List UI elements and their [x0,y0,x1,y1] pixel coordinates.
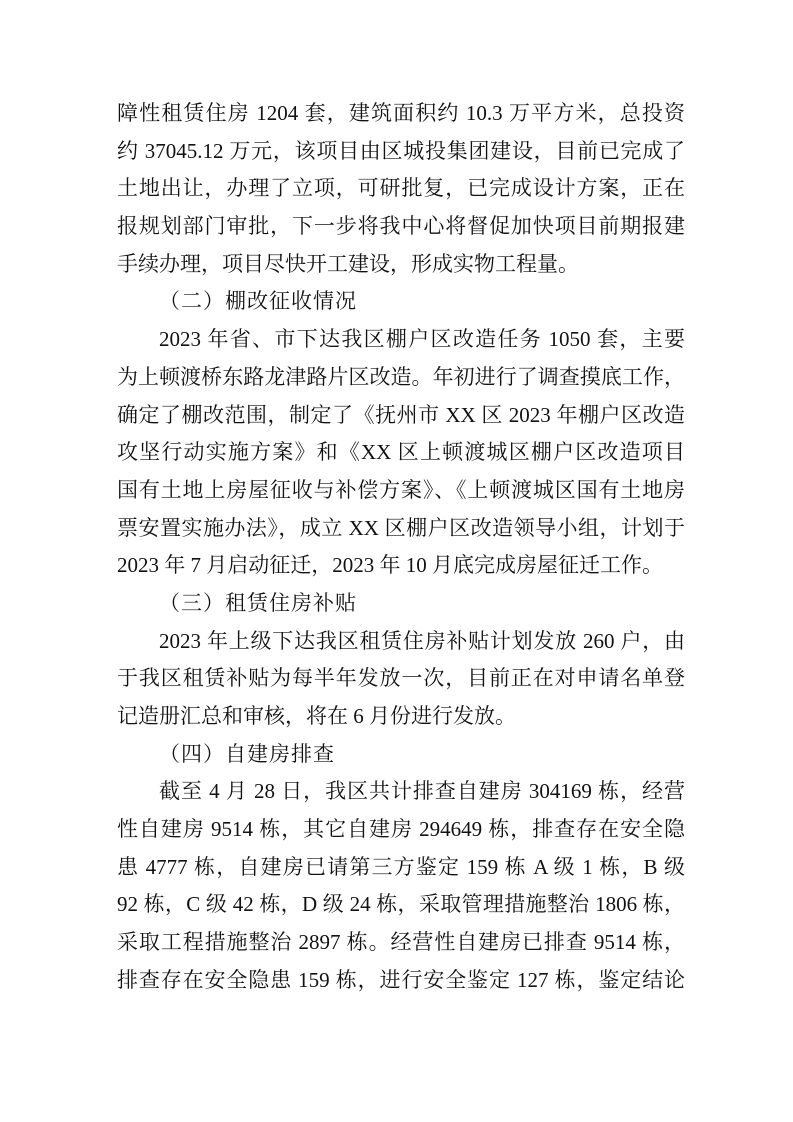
text-line: 障性租赁住房 1204 套，建筑面积约 10.3 万平方米，总投资 [117,101,685,125]
text-line: 报规划部门审批，下一步将我中心将督促加快项目前期报建 [117,214,685,239]
text-line: 土地出让，办理了立项，可研批复，已完成设计方案，正在 [117,176,685,201]
text-line: 于我区租赁补贴为每半年发放一次，目前正在对申请名单登 [117,666,685,691]
text-line: 2023 年省、市下达我区棚户区改造任务 1050 套，主要 [159,327,685,352]
text-line: 采取工程措施整治 2897 栋。经营性自建房已排查 9514 栋， [117,930,685,955]
document-text [117,95,685,1000]
text-line: 记造册汇总和审核，将在 6 月份进行发放。 [117,704,516,728]
text-line: 排查存在安全隐患 159 栋，进行安全鉴定 127 栋，鉴定结论 [117,967,685,992]
text-line: 手续办理，项目尽快开工建设，形成实物工程量。 [117,251,579,276]
text-line: 确定了棚改范围，制定了《抚州市 XX 区 2023 年棚户区改造 [117,402,685,427]
text-line: 约 37045.12 万元，该项目由区城投集团建设，目前已完成了 [117,138,685,163]
text-line: 攻坚行动实施方案》和《XX 区上顿渡城区棚户区改造项目 [117,440,685,465]
text-line: 92 栋，C 级 42 栋，D 级 24 栋，采取管理措施整治 1806 栋， [117,892,685,917]
text-line: 2023 年 7 月启动征迁，2023 年 10 月底完成房屋征迁工作。 [117,553,663,578]
text-line: 为上顿渡桥东路龙津路片区改造。年初进行了调查摸底工作， [117,364,685,389]
text-line: 国有土地上房屋征收与补偿方案》、《上顿渡城区国有土地房 [117,477,685,502]
text-line: 票安置实施办法》，成立 XX 区棚户区改造领导小组，计划于 [117,515,685,540]
section-heading: （四）自建房排查 [159,741,335,766]
section-heading: （三）租赁住房补贴 [159,590,357,615]
text-line: 截至 4 月 28 日，我区共计排查自建房 304169 栋，经营 [159,779,685,804]
text-line: 2023 年上级下达我区租赁住房补贴计划发放 260 户，由 [159,628,685,653]
text-line: 患 4777 栋，自建房已请第三方鉴定 159 栋 A 级 1 栋，B 级 [117,854,685,879]
section-heading: （二）棚改征收情况 [159,289,357,314]
text-line: 性自建房 9514 栋，其它自建房 294649 栋，排查存在安全隐 [117,817,685,842]
